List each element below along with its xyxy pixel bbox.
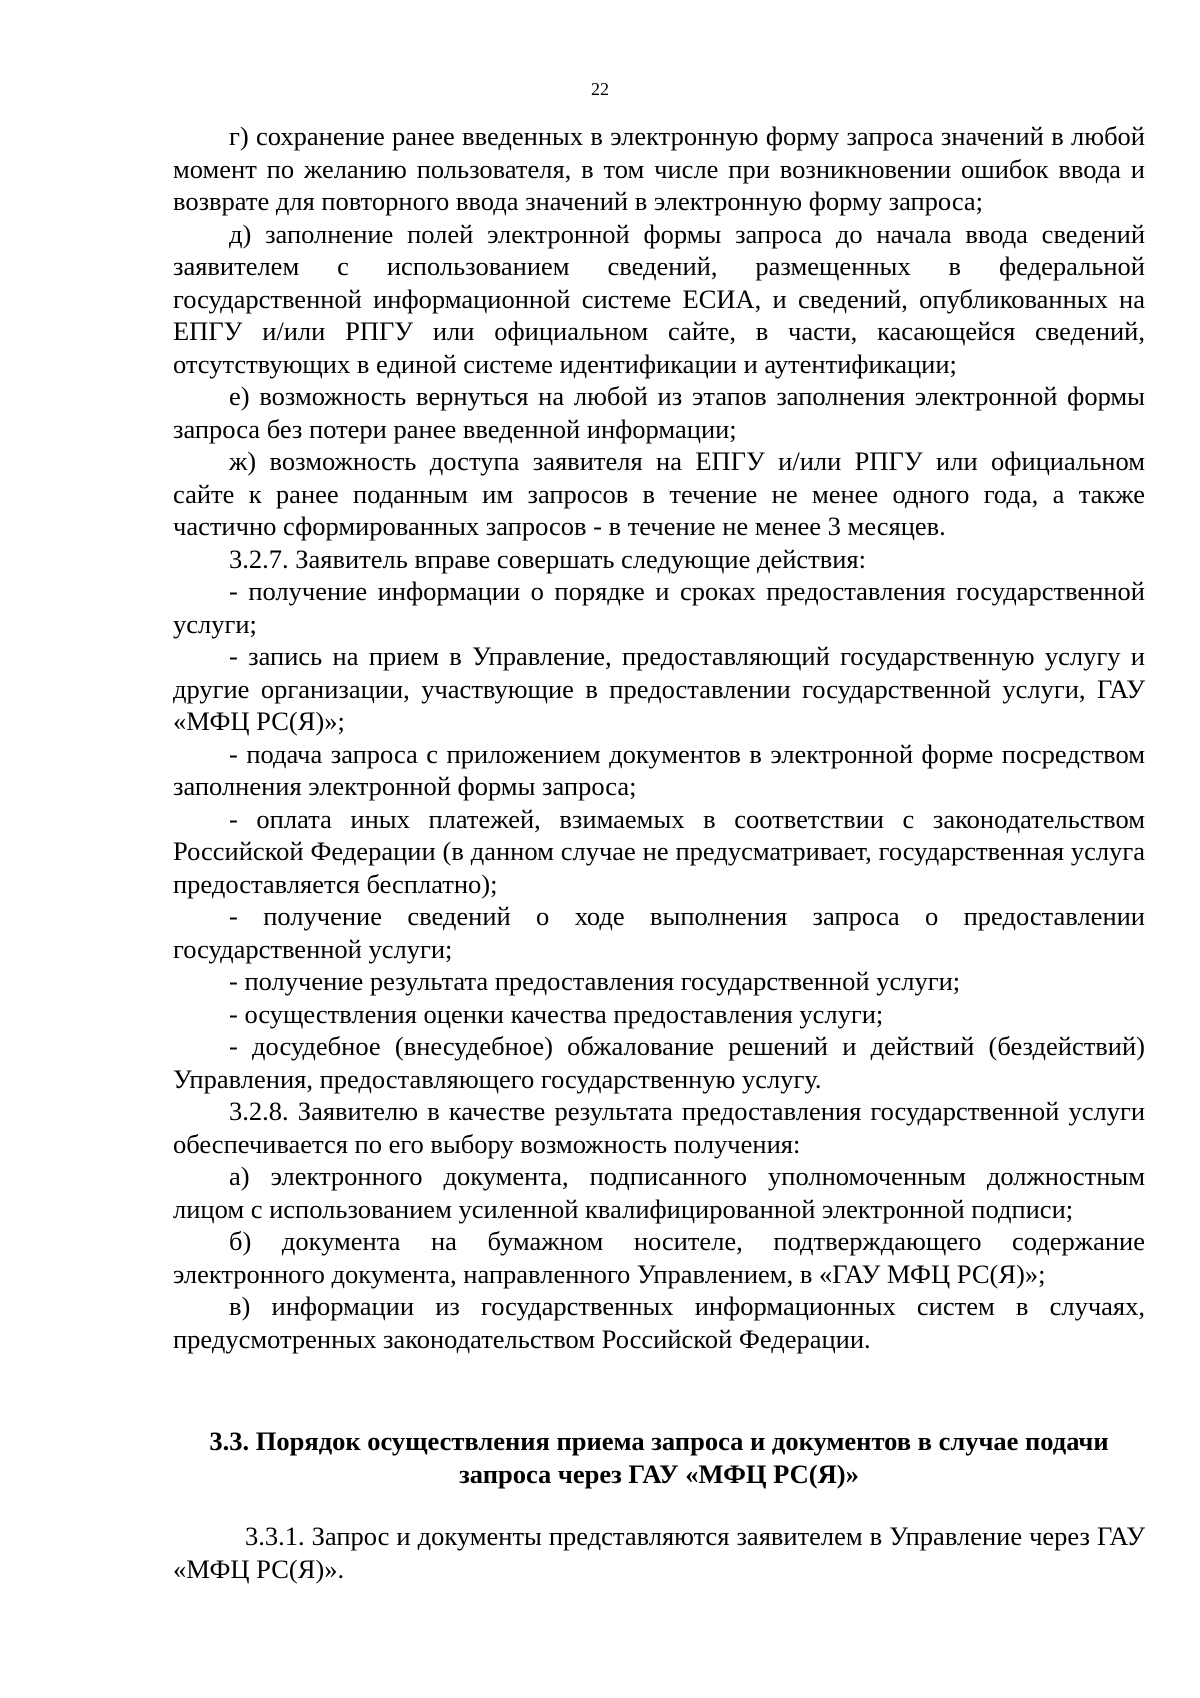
- paragraph-v: в) информации из государственных информационных систем в случаях, предусмотренных законодательством Российской Федерации.: [173, 1291, 1145, 1354]
- list-item: - получение информации о порядке и сроках предоставления государственной услуги;: [173, 576, 1145, 639]
- paragraph-3-2-8: 3.2.8. Заявителю в качестве результата предоставления государственной услуги обеспечивается по его выбору возможность получения:: [173, 1096, 1145, 1159]
- paragraph-3-2-7: 3.2.7. Заявитель вправе совершать следующие действия:: [229, 543, 866, 574]
- paragraph-d: д) заполнение полей электронной формы запроса до начала ввода сведений заявителем с использованием сведений, размещенных в федеральной государственной информационной системе ЕСИА, и сведений, опубликованных на ЕПГУ и/или РПГУ или официальном сайте, в части, касающейся сведений, отсутствующих в единой системе идентификации и аутентификации;: [173, 218, 1145, 379]
- paragraph-e: е) возможность вернуться на любой из этапов заполнения электронной формы запроса без потери ранее введенной информации;: [173, 381, 1145, 444]
- list-item: - получение сведений о ходе выполнения запроса о предоставлении государственной услуги;: [173, 901, 1145, 964]
- page-number: 22: [591, 79, 609, 99]
- list-item: - оплата иных платежей, взимаемых в соответствии с законодательством Российской Федерации (в данном случае не предусматривает, государственная услуга предоставляется бесплатно);: [173, 803, 1145, 899]
- paragraph-g: г) сохранение ранее введенных в электронную форму запроса значений в любой момент по желанию пользователя, в том числе при возникновении ошибок ввода и возврате для повторного ввода значений в электронную форму запроса;: [173, 121, 1145, 216]
- list-item: - досудебное (внесудебное) обжалование решений и действий (бездействий) Управления, предоставляющего государственную услугу.: [173, 1031, 1145, 1094]
- list-item: - запись на прием в Управление, предоставляющий государственную услугу и другие организации, участвующие в предоставлении государственной услуги, ГАУ «МФЦ РС(Я)»;: [173, 641, 1145, 736]
- final-section: [173, 1520, 1145, 1585]
- section-heading: 3.3. Порядок осуществления приема запроса и документов в случае подачи запроса через ГАУ «МФЦ РС(Я)»: [209, 1426, 1109, 1489]
- list-item: - подача запроса с приложением документов в электронной форме посредством заполнения электронной формы запроса;: [173, 738, 1145, 801]
- list-item: - получение результата предоставления государственной услуги;: [229, 966, 961, 996]
- paragraph-b: б) документа на бумажном носителе, подтверждающего содержание электронного документа, направленного Управлением, в «ГАУ МФЦ РС(Я)»;: [173, 1226, 1145, 1289]
- document-body: [173, 120, 1145, 1355]
- list-item: - осуществления оценки качества предоставления услуги;: [229, 998, 884, 1029]
- paragraph-a: а) электронного документа, подписанного уполномоченным должностным лицом с использованием усиленной квалифицированной электронной подписи;: [173, 1161, 1145, 1224]
- paragraph-3-3-1: 3.3.1. Запрос и документы представляются заявителем в Управление через ГАУ «МФЦ РС(Я)».: [173, 1521, 1145, 1584]
- paragraph-zh: ж) возможность доступа заявителя на ЕПГУ и/или РПГУ или официальном сайте к ранее поданным им запросов в течение не менее одного года, а также частично сформированных запросов - в течение не менее 3 месяцев.: [173, 446, 1145, 541]
